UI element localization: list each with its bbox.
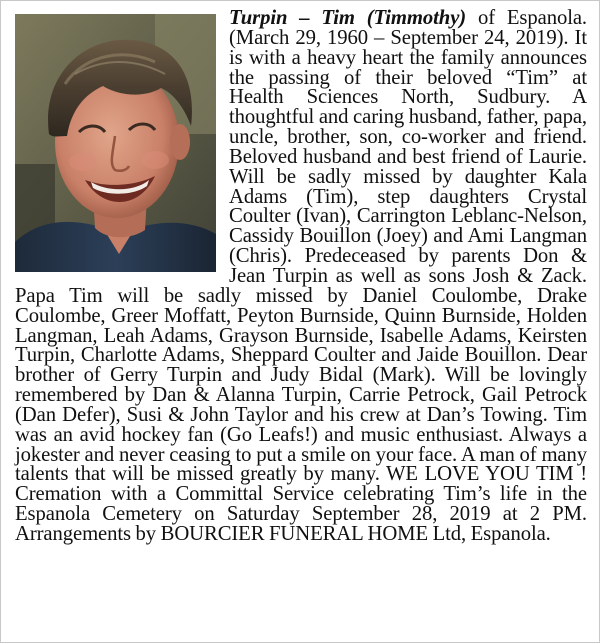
photo-spacer — [15, 9, 216, 268]
obituary-text — [15, 9, 587, 545]
deceased-name: Turpin – Tim (Timmothy) — [229, 7, 467, 29]
obituary-body: of Espanola. (March 29, 1960 – September 24, 2019). It is with a heavy heart the family announces the passing of their beloved “Tim” at Health Sciences North, Sudbury. A thoughtful and caring husband, father, papa, uncle, brother, son, co-worker and friend. Beloved husband and best friend of Laurie. Will be sadly missed by daughter Kala Adams (Tim), step daughters Crystal Coulter (Ivan), Carrington Leblanc-Nelson, Cassidy Bouillon (Joey) and Ami Langman (Chris). Predeceased by parents Don & Jean Turpin as well as sons Josh & Zack. Papa Tim will be sadly missed by Daniel Coulombe, Drake Coulombe, Greer Moffatt, Peyton Burnside, Quinn Burnside, Holden Langman, Leah Adams, Grayson Burnside, Isabelle Adams, Keirsten Turpin, Charlotte Adams, Sheppard Coulter and Jaide Bouillon. Dear brother of Gerry Turpin and Judy Bidal (Mark). Will be lovingly remembered by Dan & Alanna Turpin, Carrie Petrock, Gail Petrock (Dan Defer), Susi & John Taylor and his crew at Dan’s Towing. Tim was an avid hockey fan (Go Leafs!) and music enthusiast. Always a jokester and never ceasing to put a smile on your face. A man of many talents that will be missed greatly by many. WE LOVE YOU TIM ! Cremation with a Committal Service celebrating Tim’s life in the Espanola Cemetery on Saturday September 28, 2019 at 2 PM. Arrangements by BOURCIER FUNERAL HOME Ltd, Espanola. — [15, 7, 587, 545]
